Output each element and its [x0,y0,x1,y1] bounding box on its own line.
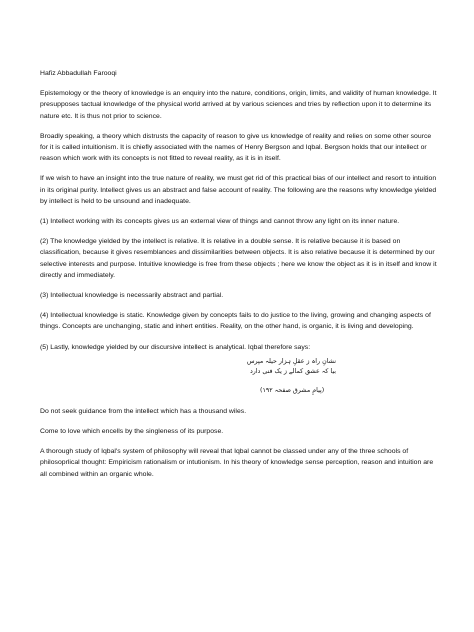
paragraph-translation-1: Do not seek guidance from the intellect which has a thousand wiles. [40,407,247,415]
paragraph-point-2: (2) The knowledge yielded by the intellect is relative. It is relative in a double sense. It is relative because it is based on classification, because it gives resemblances and dissimilarities between objects. It is also relative because it is determined by our selective interests and purpose. Intuitive knowledge is free from these objects ; here we know the object as it is in itself and know it directly and immediately. [40,238,437,279]
paragraph-translation-2: Come to love which encells by the singleness of its purpose. [40,428,224,436]
author-name: Hafiz Abbadullah Farooqi [40,70,117,77]
urdu-verse-line-2: بیا کہ عشق کمالے ز یک فنی دارد [249,367,336,375]
paragraph-point-1: (1) Intellect working with its concepts gives us an external view of things and cannot throw any light on its inner nature. [40,218,400,226]
urdu-reference: (پیامِ مشرق صفحہ ۱۹۲) [260,386,325,394]
document-body [40,68,440,489]
paragraph-epistemology: Epistemology or the theory of knowledge is an enquiry into the nature, conditions, origin, limits, and validity of human knowledge. It presupposes tactual knowledge of the physical world arrived at by various sciences and tries by reflection upon it to determine its nature etc. It is thus not prior to science. [40,90,437,120]
paragraph-point-4: (4) Intellectual knowledge is static. Knowledge given by concepts fails to do justice to the living, growing and changing aspects of things. Concepts are unchanging, static and inhert entities. Reality, on the other hand, is organic, it is living and developing. [40,312,431,331]
paragraph-true-nature: If we wish to have an insight into the true nature of reality, we must get rid of this practical bias of our intellect and resort to intuition in its original purity. Intellect gives us an abstract and false account of reality. The following are the reasons why knowledge yielded by intellect is held to be unsound and inadequate. [40,175,437,205]
urdu-verse-line-1: نشانِ راہ ز عقلِ ہزار حیلہ مپرس [246,357,336,365]
paragraph-point-3: (3) Intellectual knowledge is necessarily abstract and partial. [40,292,224,300]
paragraph-point-5: (5) Lastly, knowledge yielded by our discursive intellect is analytical. Iqbal therefore says: [40,343,311,351]
paragraph-intuitionism: Broadly speaking, a theory which distrusts the capacity of reason to give us knowledge of reality and relies on some other source for it is called intuitionism. It is chiefly associated with the names of Henry Bergson and Iqbal. Bergson holds that our intellect or reason which work with its concepts is not fitted to reveal reality, as it is in itself. [40,132,432,163]
urdu-verse [40,357,336,377]
paragraph-conclusion: A thorough study of Iqbal's system of philosophy will reveal that Iqbal cannot be classed under any of the three schools of philosoprlical thought: Empiricism rationalism or intutionism. In his theory of knowledge sense perception, reason and intuition are all combined within an organic whole. [40,448,434,478]
